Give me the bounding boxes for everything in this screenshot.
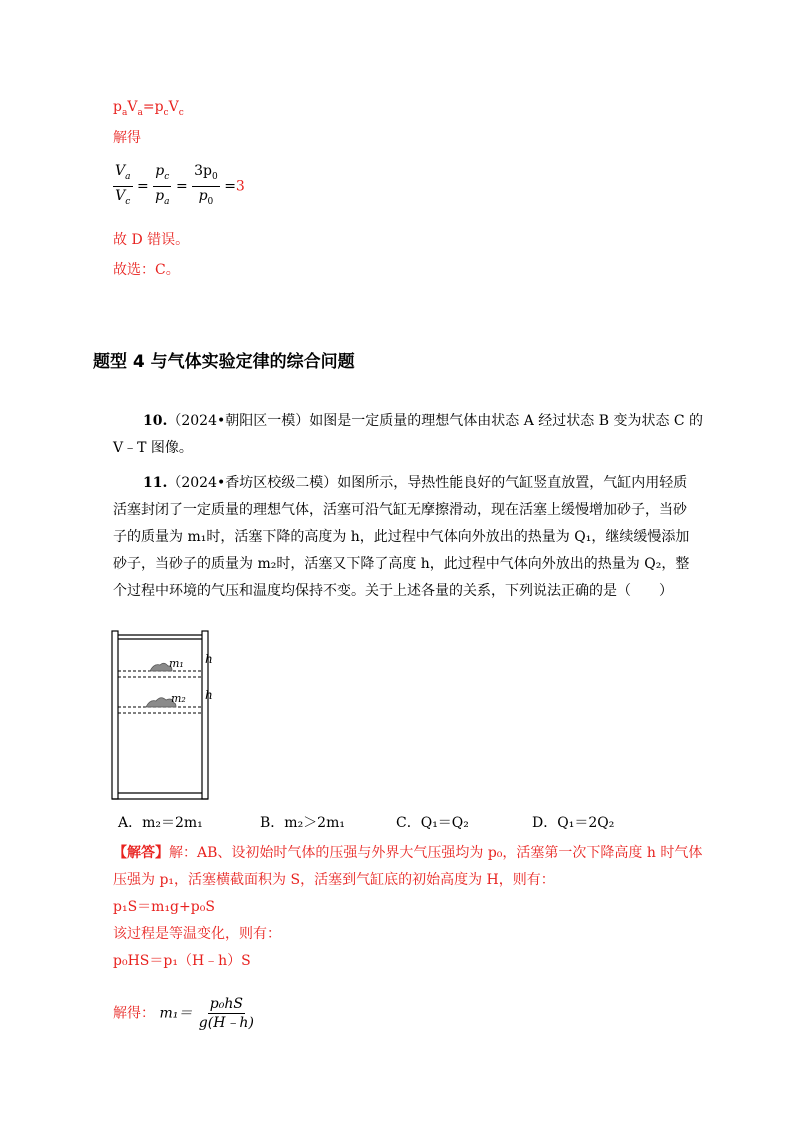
label-m2: m₂ xyxy=(171,692,186,705)
option-c[interactable]: C．Q₁＝Q₂ xyxy=(396,815,469,831)
solve-label: 解得 xyxy=(113,130,141,146)
label-m1: m₁ xyxy=(169,657,184,670)
section-title: 题型 4 与气体实验定律的综合问题 xyxy=(93,352,355,372)
equation-2: p₀HS＝p₁（H﹣h）S xyxy=(113,953,251,969)
equation-state: $p_aV_a=p_cV_c$ xyxy=(113,99,184,118)
q10-source: （2024•朝阳区一模） xyxy=(167,413,310,429)
ratio-equation: $\frac{V_a}{V_c}$ = $\frac{p_c}{p_a}$ = $\frac{3p_0}{p_0}$ =3 xyxy=(115,163,245,207)
option-b[interactable]: B．m₂＞2m₁ xyxy=(260,815,345,831)
answer-tag: 【解答】 xyxy=(113,845,169,861)
answer-11: 【解答】解：AB、设初始时气体的压强与外界大气压强均为 p₀，活塞第一次下降高度 h 时气体 压强为 p₁，活塞横截面积为 S，活塞到气缸底的初始高度为 H，则有： p₁S＝m₁g+p₀S 该过程是等温变化，则有： p₀HS＝p₁（H﹣h）S xyxy=(113,840,713,975)
label-h1: h xyxy=(205,652,213,666)
label-h2: h xyxy=(205,688,213,702)
conclusion-d: 故 D 错误。 xyxy=(113,232,190,248)
option-a[interactable]: A．m₂＝2m₁ xyxy=(118,815,203,831)
q11-number: 11. xyxy=(143,475,168,491)
q10-text-line2: V﹣T 图像。 xyxy=(113,440,193,456)
q10-number: 10. xyxy=(143,413,168,429)
q10-text: 如图是一定质量的理想气体由状态 A 经过状态 B 变为状态 C 的 xyxy=(309,413,704,429)
cylinder-figure xyxy=(108,625,228,803)
question-10 xyxy=(113,408,713,462)
final-result: 解得： m₁＝ $\frac{\text{p₀hS}}{g(H﹣h)}$ xyxy=(113,996,254,1031)
option-d[interactable]: D．Q₁＝2Q₂ xyxy=(532,815,615,831)
equation-1: p₁S＝m₁g+p₀S xyxy=(113,899,215,915)
question-11: 11.（2024•香坊区校级二模）如图所示，导热性能良好的气缸竖直放置，气缸内用轻质 活塞封闭了一定质量的理想气体，活塞可沿气缸无摩擦滑动，现在活塞上缓慢增加砂子，当砂 子的质量为 m₁时，活塞下降的高度为 h，此过程中气体向外放出的热量为 Q₁，继续缓慢添加 砂子，当砂子的质量为 m₂时，活塞又下降了高度 h，此过程中气体向外放出的热量为 Q₂，整 个过程中环境的气压和温度均保持不变。关于上述各量的关系，下列说法正确的是（ ） xyxy=(113,475,690,599)
answer-choice: 故选：C。 xyxy=(113,262,180,278)
q11-source: （2024•香坊区校级二模） xyxy=(167,475,338,491)
